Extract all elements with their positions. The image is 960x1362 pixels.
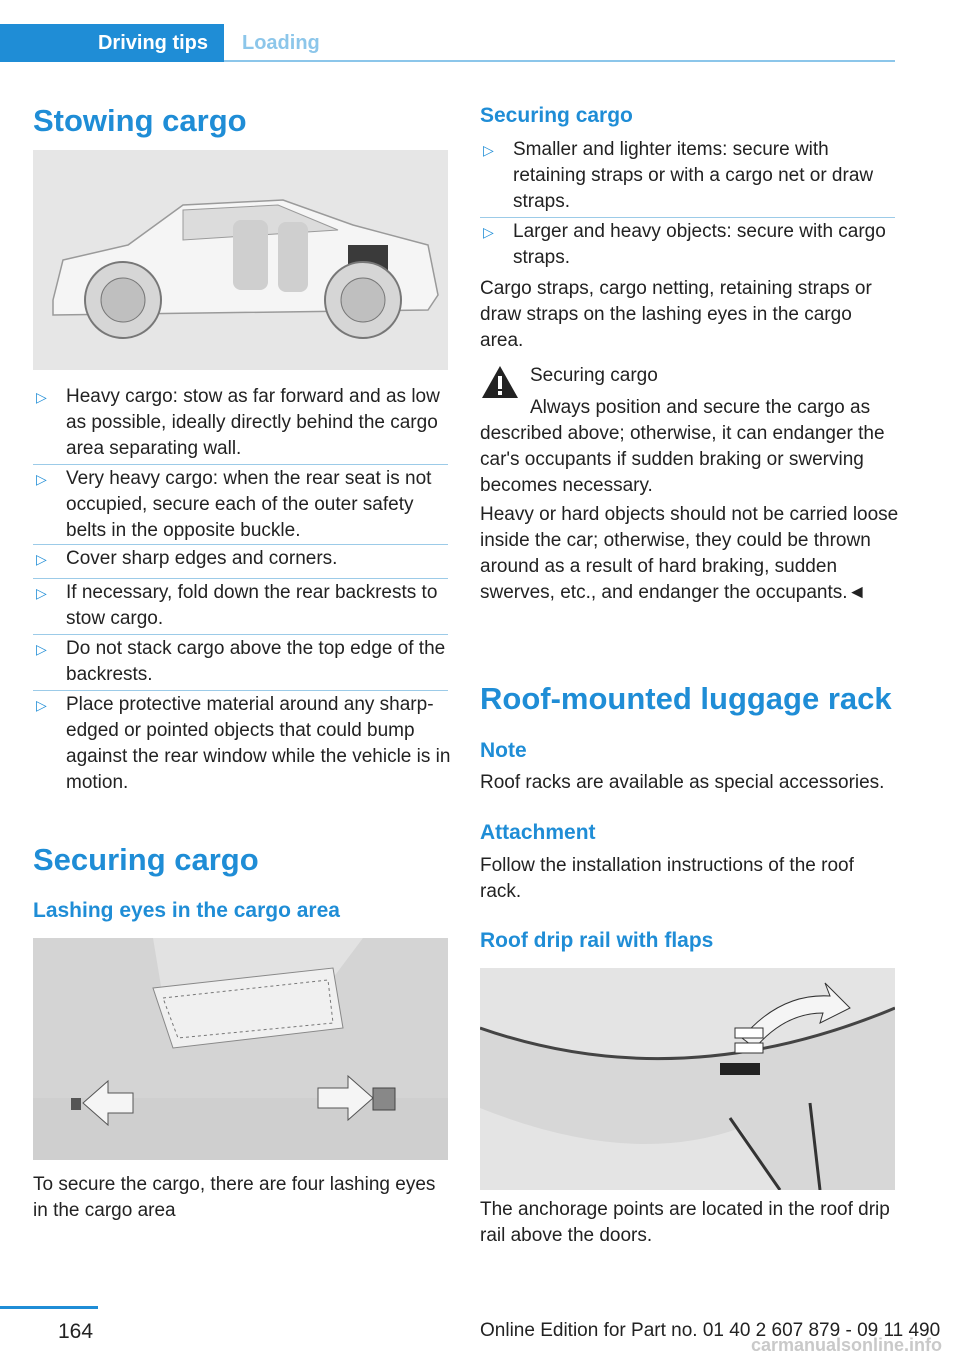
securing-cargo-heading: Securing cargo <box>480 104 633 127</box>
triangle-bullet-icon: ▷ <box>36 389 47 405</box>
warning-title: Securing cargo <box>530 365 658 386</box>
triangle-bullet-icon: ▷ <box>36 641 47 657</box>
list-item: ▷ Place protective material around any sharp-edged or pointed objects that could bump against the rear window while the vehicle is in motion. <box>36 694 451 793</box>
divider <box>33 634 448 635</box>
triangle-bullet-icon: ▷ <box>36 551 47 567</box>
page-header <box>0 0 895 62</box>
car-side-view-icon <box>33 150 448 370</box>
triangle-bullet-icon: ▷ <box>483 142 494 158</box>
list-item: ▷ Very heavy cargo: when the rear seat is not occupied, secure each of the outer safety belts in the opposite buckle. <box>36 468 432 541</box>
triangle-bullet-icon: ▷ <box>36 585 47 601</box>
cargo-straps-text: Cargo straps, cargo netting, retaining straps or draw straps on the lashing eyes in the cargo area. <box>480 278 872 351</box>
attachment-text: Follow the installation instructions of the roof rack. <box>480 855 854 902</box>
triangle-bullet-icon: ▷ <box>483 224 494 240</box>
lashing-eyes-illustration <box>33 938 448 1160</box>
section-tab[interactable]: Driving tips <box>0 24 224 62</box>
warning-text: Always position and secure the cargo as described above; otherwise, it can endanger the car's occupants if sudden braking or swerving becomes necessary. <box>480 397 885 496</box>
note-text: Roof racks are available as special accessories. <box>480 772 885 793</box>
footer-rule <box>0 1306 98 1309</box>
roof-drip-rail-illustration <box>480 968 895 1190</box>
list-item: ▷ Smaller and lighter items: secure with retaining straps or with a cargo net or draw straps. <box>483 139 874 212</box>
header-rule <box>224 60 895 62</box>
edition-info: Online Edition for Part no. 01 40 2 607 879 - 09 11 490 <box>480 1320 941 1341</box>
triangle-bullet-icon: ▷ <box>36 471 47 487</box>
divider <box>33 464 448 465</box>
list-item: ▷ Larger and heavy objects: secure with cargo straps. <box>483 221 886 268</box>
securing-cargo-title: Securing cargo <box>33 842 259 877</box>
cargo-area-icon <box>33 938 448 1160</box>
divider <box>33 690 448 691</box>
stowing-cargo-title: Stowing cargo <box>33 103 247 138</box>
car-cargo-illustration <box>33 150 448 370</box>
triangle-bullet-icon: ▷ <box>36 697 47 713</box>
subsection-tab[interactable]: Loading <box>242 31 320 54</box>
divider <box>480 217 895 218</box>
attachment-heading: Attachment <box>480 821 596 844</box>
watermark: carmanualsonline.info <box>750 1335 942 1355</box>
heavy-objects-text: Heavy or hard objects should not be carried loose inside the car; otherwise, they could be thrown around as a result of hard braking, sudden swerves, etc., and endanger the occupants.◄ <box>480 504 899 603</box>
divider <box>33 578 448 579</box>
list-item: ▷ Do not stack cargo above the top edge of the backrests. <box>36 638 446 685</box>
list-item: ▷ Heavy cargo: stow as far forward and as low as possible, ideally directly behind the cargo area separating wall. <box>36 386 440 459</box>
divider <box>33 544 448 545</box>
lashing-eyes-heading: Lashing eyes in the cargo area <box>33 899 340 922</box>
list-item: ▷ Cover sharp edges and corners. <box>33 546 453 572</box>
roof-rack-title: Roof-mounted luggage rack <box>480 681 892 716</box>
lashing-eyes-caption: To secure the cargo, there are four lashing eyes in the cargo area <box>33 1174 436 1221</box>
page-number: 164 <box>58 1320 94 1343</box>
drip-rail-caption: The anchorage points are located in the roof drip rail above the doors. <box>480 1199 890 1246</box>
list-item: ▷ If necessary, fold down the rear backrests to stow cargo. <box>36 582 438 629</box>
drip-rail-heading: Roof drip rail with flaps <box>480 929 714 952</box>
roof-rail-icon <box>480 968 895 1190</box>
note-heading: Note <box>480 739 527 762</box>
